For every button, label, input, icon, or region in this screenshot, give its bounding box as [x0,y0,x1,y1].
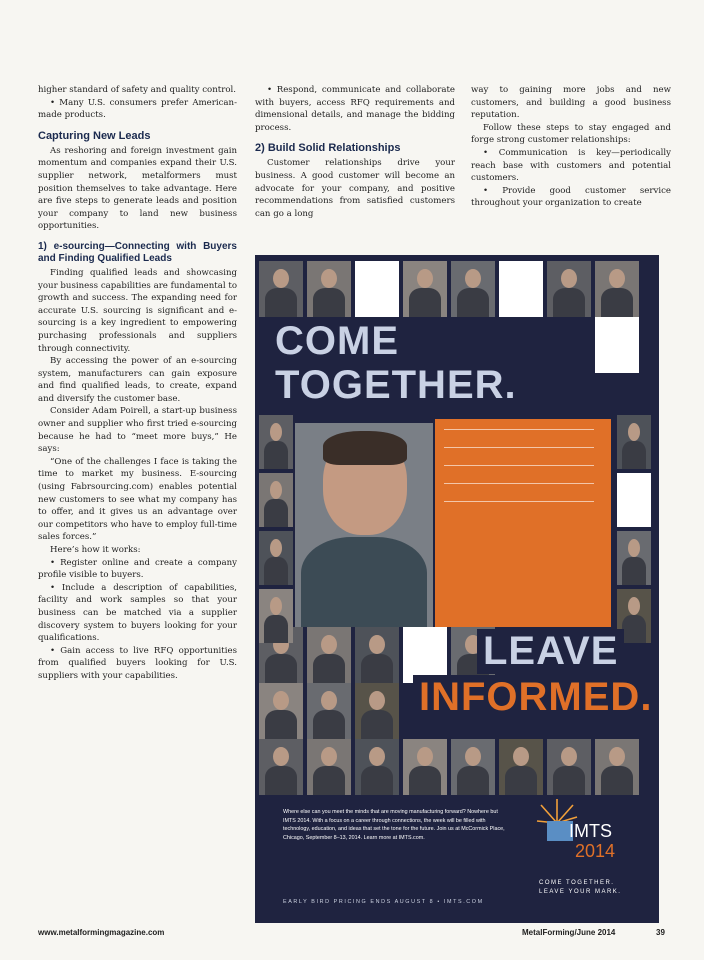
attendee-photo-tile [451,739,495,795]
attendee-photo-tile [259,473,293,527]
bullet-item: • Communication is key—periodically reach base with customers and potential customers. [471,147,671,184]
bullet-item: • Register online and create a company profile visible to buyers. [38,557,237,581]
attendee-photo-tile [547,739,591,795]
attendee-photo-tile [307,739,351,795]
attendee-photo-tile [259,415,293,469]
headline-together: TOGETHER. [269,363,523,408]
footer-page-number: 39 [656,928,665,937]
section-heading-build: 2) Build Solid Relationships [255,142,401,155]
section-heading-esourcing: 1) e-sourcing—Connecting with Buyers and Finding Qualified Leads [38,240,237,264]
white-tile [499,261,543,317]
bullet-item: • Include a description of capabilities, facility and work samples so that your business can be matched via a supplier discovery system to buyers looking for your qualifications. [38,582,237,644]
attendee-photo-tile [307,261,351,317]
attendee-photo-tile [259,261,303,317]
headline-leave: LEAVE [477,629,624,674]
ad-tagline [539,879,621,897]
ad-deadline-text: EARLY BIRD PRICING ENDS AUGUST 8 • IMTS.COM [283,899,484,905]
article-column-2 [255,84,455,220]
attendee-photo-tile [307,627,351,683]
attendee-photo-tile [617,415,651,469]
paragraph: By accessing the power of an e-sourcing system, manufacturers can gain exposure and find qualified leads, to create, expand and diversify the customer base. [38,356,237,404]
attendee-photo-tile [595,739,639,795]
article-column-3 [471,84,671,210]
attendee-photo-tile [259,531,293,585]
tagline-line-1: COME TOGETHER. [539,880,615,886]
attendee-photo-tile [499,739,543,795]
attendee-photo-tile [307,683,351,739]
attendee-photo-tile [259,589,293,643]
paragraph: Here’s how it works: [50,545,141,555]
attendee-photo-tile [451,261,495,317]
attendee-photo-tile [617,531,651,585]
white-tile [355,261,399,317]
article-column-1 [38,84,237,683]
bullet-item: • Gain access to live RFQ opportunities from qualified buyers looking for U.S. suppliers with your capabilities. [38,645,237,681]
featured-attendee-photo [295,423,433,627]
attendee-photo-tile [403,261,447,317]
paragraph: As reshoring and foreign investment gain momentum and companies expand their U.S. supplier network, metalformers must position themselves to take advantage. Here are five steps to generate leads and position your company to land new business opportunities. [38,145,237,232]
section-heading-capturing: Capturing New Leads [38,129,151,142]
attendee-photo-tile [403,739,447,795]
bullet-item: • Respond, communicate and collaborate with buyers, access RFQ requirements and dimensional details, and manage the bidding process. [255,85,455,133]
white-tile [617,473,651,527]
bullet-item: • Many U.S. consumers prefer American-made products. [38,97,237,121]
paragraph: Customer relationships drive your business. A good customer will become an advocate for your company, and positive recommendations from satisfied customers can go a long [255,158,455,219]
attendee-photo-tile [547,261,591,317]
paragraph: higher standard of safety and quality control. [38,85,236,95]
logo-wordmark: IMTS [569,821,612,841]
bullet-item: • Provide good customer service throughout your organization to create [471,185,671,209]
attendee-photo-tile [259,683,303,739]
logo-year: 2014 [575,841,616,861]
paragraph: Follow these steps to stay engaged and forge strong customer relationships: [471,122,671,146]
white-tile [595,317,639,373]
attendee-photo-tile [595,261,639,317]
quote-paragraph: “One of the challenges I face is taking the time to market my business. E-sourcing (using Fabrsourcing.com) enables potential new customers to see what my company has to offer, and it gives us an advantage over our competitors who have to employ full-time sales forces.” [38,456,237,543]
headline-informed: INFORMED. [413,675,658,720]
paragraph: Consider Adam Poirell, a start-up business owner and supplier who first tried e-sourcing because he had to “meet more buys,” He says: [38,406,237,455]
attendee-profile-panel [435,419,611,627]
imts-logo [535,795,635,865]
ad-promo-text: Where else can you meet the minds that are moving manufacturing forward? Nowhere but IMTS 2014. With a focus on a career through connections, the week will be filled with technology, education, and ideas that set the tone for the future. Join us at McCormick Place, Chicago, September 8–13, 2014. Learn more at IMTS.com. [283,809,505,841]
imts-advertisement [255,255,659,923]
attendee-photo-tile [355,627,399,683]
paragraph: Finding qualified leads and showcasing your business capabilities are fundamental to growth and success. The expanding need for accurate U.S. sourcing is significant and e-sourcing is a key ingredient to empowering purchasing professionals and suppliers through connectivity. [38,267,237,354]
paragraph: way to gaining more jobs and new customers, and building a good business reputation. [471,85,671,121]
footer-website: www.metalformingmagazine.com [38,928,165,937]
attendee-photo-tile [259,739,303,795]
headline-come: COME [269,319,405,364]
attendee-photo-tile [355,683,399,739]
tagline-line-2: LEAVE YOUR MARK. [539,889,622,895]
footer-issue: MetalForming/June 2014 [522,928,616,937]
attendee-photo-tile [355,739,399,795]
